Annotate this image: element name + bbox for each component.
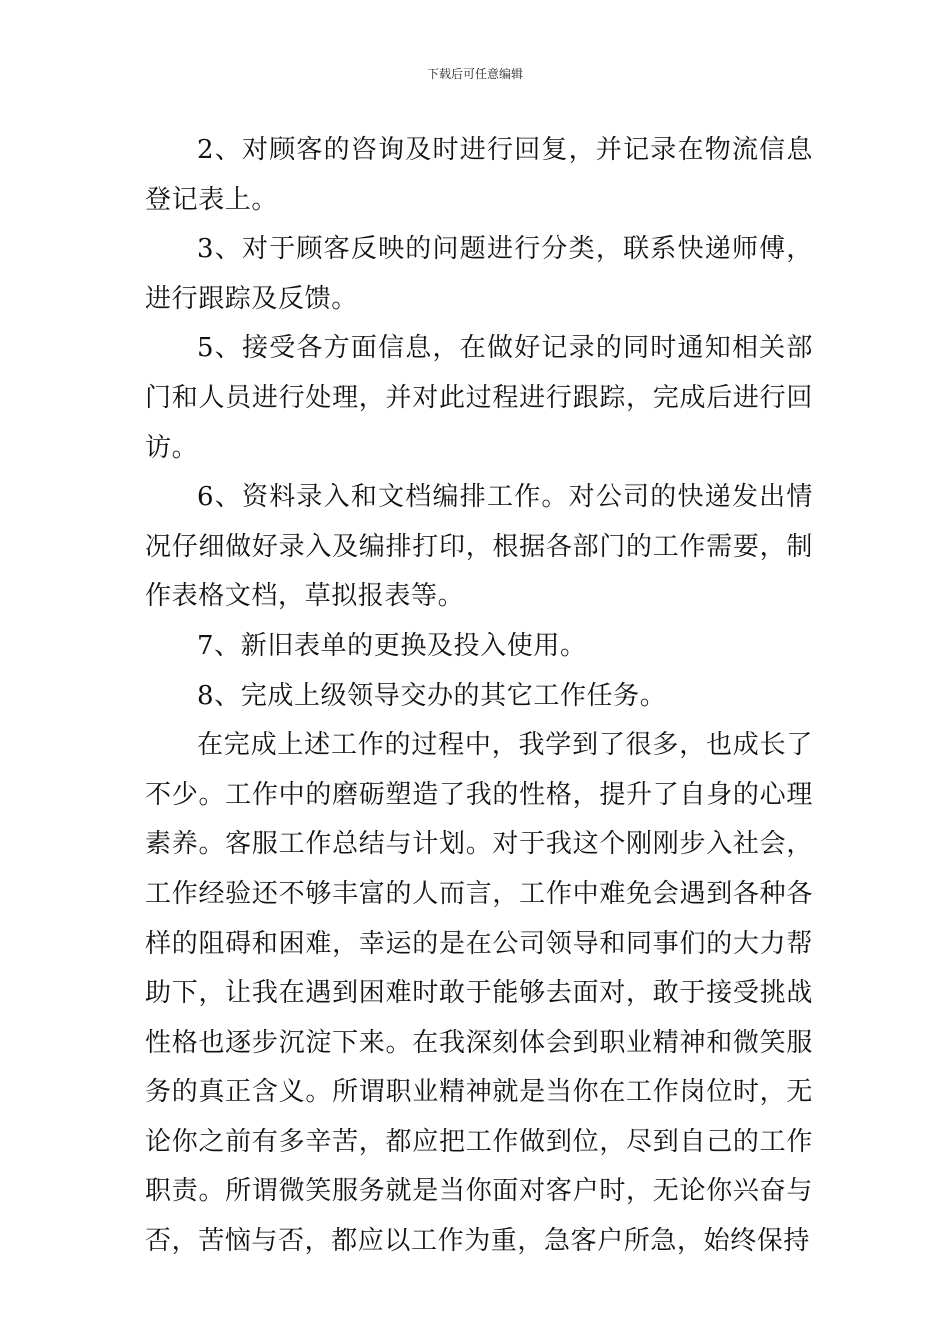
- paragraph-item-3: 3、对于顾客反映的问题进行分类，联系快递师傅，进行跟踪及反馈。: [145, 234, 813, 314]
- paragraph-item-2: 2、对顾客的咨询及时进行回复，并记录在物流信息登记表上。: [145, 135, 813, 215]
- paragraph-item-7: 7、新旧表单的更换及投入使用。: [197, 630, 587, 661]
- paragraph-summary: 在完成上述工作的过程中，我学到了很多，也成长了不少。工作中的磨砺塑造了我的性格，提升了自身的心理素养。客服工作总结与计划。对于我这个刚刚步入社会，工作经验还不够丰富的人而言，工作中难免会遇到各种各样的阻碍和困难，幸运的是在公司领导和同事们的大力帮助下，让我在遇到困难时敢于能够去面对，敢于接受挑战性格也逐步沉淀下来。在我深刻体会到职业精神和微笑服务的真正含义。所谓职业精神就是当你在工作岗位时，无论你之前有多辛苦，都应把工作做到位，尽到自己的工作职责。所谓微笑服务就是当你面对客户时，无论你兴奋与否，苦恼与否，都应以工作为重，急客户所急，始终保持: [145, 730, 813, 1257]
- paragraph-item-6: 6、资料录入和文档编排工作。对公司的快递发出情况仔细做好录入及编排打印，根据各部门的工作需要，制作表格文档，草拟报表等。: [145, 482, 813, 612]
- paragraph-item-5: 5、接受各方面信息，在做好记录的同时通知相关部门和人员进行处理，并对此过程进行跟踪，完成后进行回访。: [145, 333, 813, 463]
- paragraph-item-8: 8、完成上级领导交办的其它工作任务。: [197, 680, 667, 711]
- page-header: 下载后可任意编辑: [426, 67, 523, 81]
- document-body: [145, 126, 813, 1267]
